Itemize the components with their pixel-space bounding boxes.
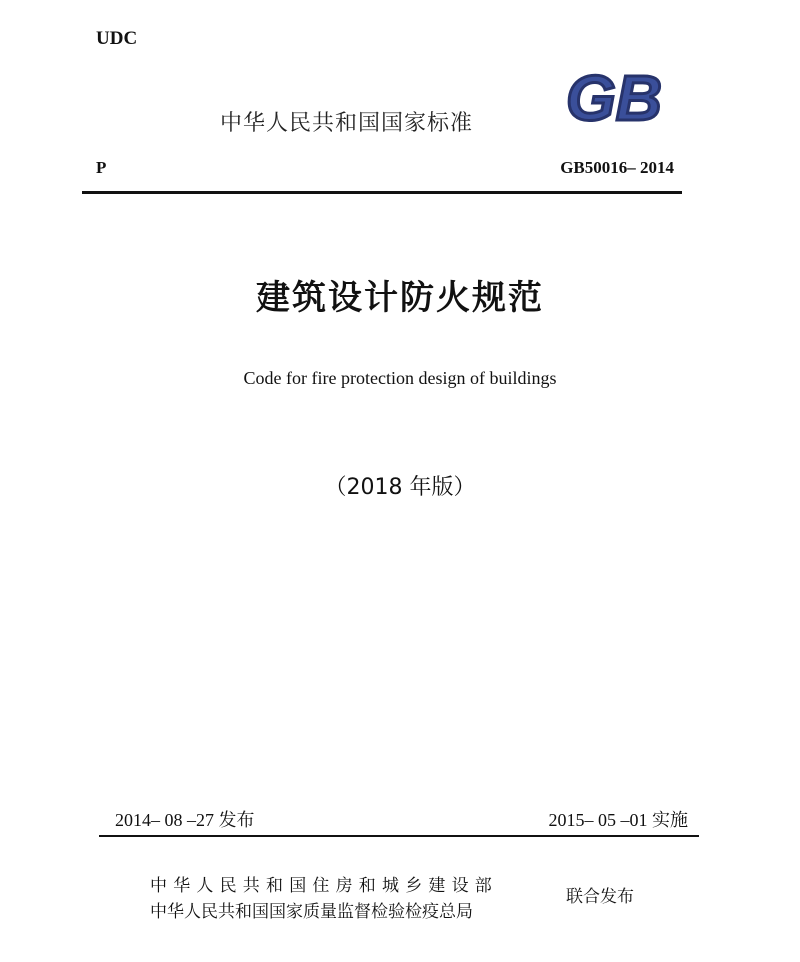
standard-type-title: 中华人民共和国国家标准 (220, 111, 474, 136)
issuer-ministry-housing: 中华人民共和国住房和城乡建设部 (150, 876, 498, 896)
footer-divider (99, 835, 699, 837)
classification-code: P (96, 158, 107, 177)
udc-label: UDC (96, 28, 138, 49)
implementation-date: 2015– 05 –01 实施 (548, 810, 688, 830)
issue-date: 2014– 08 –27 发布 (115, 810, 255, 830)
issuer-quality-administration: 中华人民共和国国家质量监督检验检疫总局 (150, 902, 473, 922)
gb-logo-text: GB (566, 66, 662, 128)
edition-label: （2018 年版） (324, 475, 476, 500)
document-title-english: Code for fire protection design of buildings (243, 368, 557, 388)
joint-release-label: 联合发布 (566, 887, 634, 907)
document-title-chinese: 建筑设计防火规范 (256, 278, 544, 318)
gb-logo (556, 66, 672, 128)
header-divider (82, 191, 682, 194)
standard-number: GB50016– 2014 (560, 158, 674, 177)
